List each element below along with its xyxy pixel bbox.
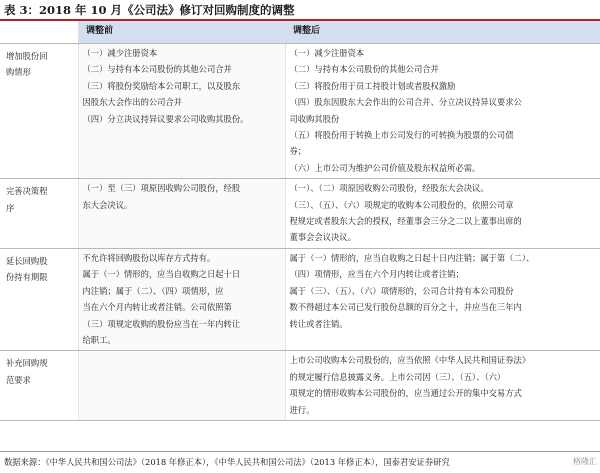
category-line: 延长回购股 <box>6 255 48 266</box>
watermark: 格隆汇 <box>569 453 597 470</box>
before-line: （二）与持有本公司股份的其他公司合并 <box>82 64 232 75</box>
after-line: （一）减少注册资本 <box>289 48 365 58</box>
before-cell <box>78 351 285 421</box>
after-line: 的规定履行信息披露义务。上市公司因（三）、（五）、（六） <box>289 371 506 382</box>
after-cell <box>285 179 600 249</box>
category-line: 完善决策程 <box>6 186 48 197</box>
before-line: 内注销；属于（二）、（四）项情形，应 <box>82 285 224 296</box>
after-line: 券； <box>289 146 307 157</box>
header-before: 调整前 <box>78 21 285 44</box>
table-row <box>0 179 600 249</box>
before-line: （一）减少注册资本 <box>82 48 158 58</box>
table-title: 表 3：2018 年 10 月《公司法》修订对回购制度的调整 <box>4 3 295 17</box>
after-line: 属于（三）、（五）、（六）项情形的，公司合计持有本公司股份 <box>289 285 514 296</box>
row-category <box>0 44 78 179</box>
after-line: 进行。 <box>289 404 315 415</box>
after-line: 董事会会议决议。 <box>289 232 356 243</box>
row-category <box>0 179 78 249</box>
before-cell <box>78 44 285 179</box>
before-line: （一）至（三）项原因收购公司股份，经股 <box>82 183 241 194</box>
category-line: 序 <box>6 202 15 213</box>
row-category <box>0 248 78 350</box>
after-cell <box>285 248 600 350</box>
before-line: 东大会决议。 <box>82 199 133 210</box>
after-line: （五）将股份用于转换上市公司发行的可转换为股票的公司债 <box>289 130 514 141</box>
category-line: 增加股份回 <box>6 51 48 61</box>
header-after: 调整后 <box>285 21 600 44</box>
header-category <box>0 21 78 44</box>
category-line: 购情形 <box>6 67 31 78</box>
category-line: 范要求 <box>6 374 31 385</box>
before-line: （三）项规定收购的股份应当在一年内转让 <box>82 318 241 329</box>
after-line: 上市公司收购本公司股份的，应当依照《中华人民共和国证券法》 <box>289 355 531 366</box>
table-row <box>0 248 600 350</box>
before-line: 因股东大会作出的公司合并 <box>82 97 183 108</box>
before-line: （四）分立决议持异议要求公司收购其股份。 <box>82 113 249 124</box>
after-line: （四）股东因股东大会作出的公司合并、分立决议持异议要求公 <box>289 97 522 108</box>
after-line: 司收购其股份 <box>289 113 340 124</box>
after-line: （三）、（五）、（六）项规定的收购本公司股份的，依照公司章 <box>289 199 514 210</box>
footer-rule <box>0 451 600 452</box>
after-line: 属于（一）情形的，应当自收购之日起十日内注销；属于第（二）、 <box>289 252 535 263</box>
before-cell <box>78 179 285 249</box>
before-line: 不允许将回购股份以库存方式持有。 <box>82 252 216 263</box>
before-cell <box>78 248 285 350</box>
row-category <box>0 351 78 421</box>
after-line: 数不得超过本公司已发行股份总额的百分之十，并应当在三年内 <box>289 302 522 313</box>
after-line: （二）与持有本公司股份的其他公司合并 <box>289 64 439 75</box>
category-line: 补充回购规 <box>6 358 48 369</box>
after-line: 项规定的情形收购本公司股份的，应当通过公开的集中交易方式 <box>289 388 522 399</box>
after-line: （六）上市公司为维护公司价值及股东权益所必需。 <box>289 162 481 173</box>
before-line: 当在六个月内转让或者注销。公司依照第 <box>82 302 232 313</box>
after-line: （四）项情形，应当在六个月内转让或者注销； <box>289 269 464 280</box>
before-line: （三）将股份奖励给本公司职工，以及股东 <box>82 80 241 91</box>
reform-table <box>0 21 600 421</box>
after-cell <box>285 44 600 179</box>
data-source-note: 数据来源：《中华人民共和国公司法》（2018 年修正本），《中华人民共和国公司法》（2013 年修正本），国泰君安证券研究 <box>4 457 450 467</box>
after-line: （三）将股份用于员工持股计划或者股权激励 <box>289 80 456 91</box>
before-line: 给职工。 <box>82 334 116 345</box>
before-line: 属于（一）情形的，应当自收购之日起十日 <box>82 269 241 280</box>
category-line: 份持有期限 <box>6 272 48 283</box>
table-row <box>0 44 600 179</box>
after-line: （一）、（二）项原因收购公司股份，经股东大会决议。 <box>289 183 489 194</box>
after-line: 转让或者注销。 <box>289 318 348 329</box>
table-row <box>0 351 600 421</box>
table-header-row <box>0 21 600 44</box>
after-line: 程规定或者股东大会的授权，经董事会三分之二以上董事出席的 <box>289 216 522 227</box>
after-cell <box>285 351 600 421</box>
